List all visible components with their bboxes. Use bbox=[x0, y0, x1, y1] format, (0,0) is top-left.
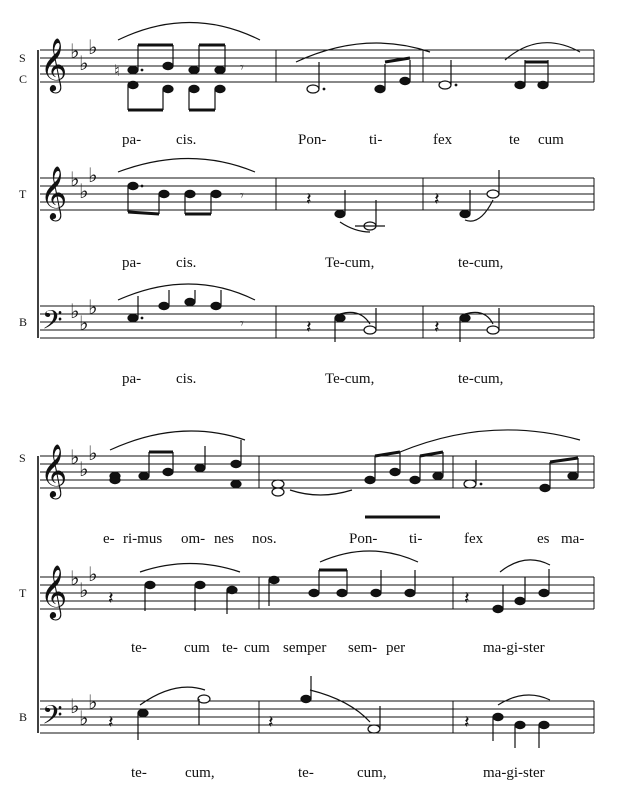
staff-s1-bass bbox=[40, 306, 594, 338]
lyric-syllable: te-cum, bbox=[458, 255, 504, 271]
bass-clef-icon: 𝄢 bbox=[42, 699, 63, 737]
svg-text:♭: ♭ bbox=[79, 578, 89, 602]
svg-text:♭: ♭ bbox=[79, 51, 89, 75]
lyric-syllable: nes bbox=[214, 531, 234, 547]
svg-text:𝄽: 𝄽 bbox=[464, 588, 470, 609]
svg-text:𝄽: 𝄽 bbox=[464, 712, 470, 733]
svg-text:𝄽: 𝄽 bbox=[268, 712, 274, 733]
svg-text:♭: ♭ bbox=[79, 706, 89, 730]
lyric-syllable: Pon- bbox=[349, 531, 378, 547]
voice-label-tenor: T bbox=[19, 187, 27, 201]
lyric-syllable: pa- bbox=[122, 255, 142, 271]
svg-text:♭: ♭ bbox=[70, 566, 80, 590]
lyric-syllable: ri-mus bbox=[123, 531, 163, 547]
lyric-syllable: cum bbox=[538, 132, 564, 148]
svg-text:♭: ♭ bbox=[88, 163, 98, 187]
voice-label-soprano: S bbox=[19, 51, 26, 65]
svg-text:♭: ♭ bbox=[79, 311, 89, 335]
lyric-syllable: te bbox=[509, 132, 520, 148]
lyric-syllable: ma-gi-ster bbox=[483, 765, 545, 781]
voice-label-contralto: C bbox=[19, 72, 28, 86]
svg-text:𝄾: 𝄾 bbox=[240, 316, 244, 332]
lyric-syllable: ma-gi-ster bbox=[483, 640, 545, 656]
treble-clef-icon: 𝄞 bbox=[40, 443, 68, 497]
svg-text:𝄽: 𝄽 bbox=[306, 317, 312, 338]
staff-s1-tenor bbox=[40, 178, 594, 210]
svg-text:♭: ♭ bbox=[88, 690, 98, 714]
staff-s2-soprano bbox=[40, 456, 594, 488]
lyric-syllable: Te-cum, bbox=[325, 255, 375, 271]
svg-text:♭: ♭ bbox=[70, 694, 80, 718]
lyric-syllable: cum, bbox=[357, 765, 387, 781]
svg-text:♭: ♭ bbox=[79, 457, 89, 481]
lyric-syllable: per bbox=[386, 640, 406, 656]
lyric-syllable: pa- bbox=[122, 371, 142, 387]
lyric-syllable: pa- bbox=[122, 132, 142, 148]
bass-clef-icon: 𝄢 bbox=[42, 304, 63, 342]
svg-text:♭: ♭ bbox=[70, 445, 80, 469]
voice-label-bass: B bbox=[19, 710, 28, 724]
lyric-syllable: om- bbox=[181, 531, 206, 547]
lyric-syllable: ma- bbox=[561, 531, 585, 547]
lyric-syllable: fex bbox=[433, 132, 453, 148]
lyric-syllable: ti- bbox=[409, 531, 423, 547]
lyric-syllable: cum bbox=[244, 640, 270, 656]
svg-text:𝄾: 𝄾 bbox=[240, 60, 244, 76]
lyric-syllable: te- bbox=[222, 640, 238, 656]
lyric-syllable: te- bbox=[298, 765, 314, 781]
svg-text:𝄾: 𝄾 bbox=[240, 188, 244, 204]
lyric-syllable: cis. bbox=[176, 255, 197, 271]
treble-clef-icon: 𝄞 bbox=[40, 165, 68, 219]
lyric-syllable: e- bbox=[103, 531, 115, 547]
voice-label-soprano: S bbox=[19, 451, 26, 465]
lyric-syllable: cis. bbox=[176, 132, 197, 148]
lyric-syllable: Pon- bbox=[298, 132, 327, 148]
svg-text:𝄽: 𝄽 bbox=[306, 189, 312, 210]
svg-text:𝄽: 𝄽 bbox=[434, 317, 440, 338]
lyric-syllable: te-cum, bbox=[458, 371, 504, 387]
svg-text:♭: ♭ bbox=[70, 39, 80, 63]
svg-text:𝄽: 𝄽 bbox=[434, 189, 440, 210]
voice-label-bass: B bbox=[19, 315, 28, 329]
svg-text:♭: ♭ bbox=[79, 179, 89, 203]
voice-label-tenor: T bbox=[19, 586, 27, 600]
lyric-syllable: nos. bbox=[252, 531, 277, 547]
lyric-syllable: te- bbox=[131, 640, 147, 656]
svg-text:♭: ♭ bbox=[88, 441, 98, 465]
svg-text:𝄽: 𝄽 bbox=[108, 588, 114, 609]
lyric-syllable: ti- bbox=[369, 132, 383, 148]
svg-text:♮: ♮ bbox=[114, 61, 120, 80]
lyric-syllable: semper bbox=[283, 640, 327, 656]
svg-text:♭: ♭ bbox=[88, 35, 98, 59]
svg-text:♭: ♭ bbox=[88, 562, 98, 586]
treble-clef-icon: 𝄞 bbox=[40, 564, 68, 618]
lyric-syllable: cum bbox=[184, 640, 210, 656]
key-signature-flats bbox=[70, 35, 97, 730]
treble-clef-icon: 𝄞 bbox=[40, 37, 68, 91]
staff-s2-bass bbox=[40, 701, 594, 733]
lyric-syllable: sem- bbox=[348, 640, 378, 656]
svg-text:♭: ♭ bbox=[88, 295, 98, 319]
lyric-syllable: es bbox=[537, 531, 550, 547]
lyric-syllable: te- bbox=[131, 765, 147, 781]
lyric-syllable: cum, bbox=[185, 765, 215, 781]
svg-text:♭: ♭ bbox=[70, 299, 80, 323]
lyric-syllable: fex bbox=[464, 531, 484, 547]
svg-text:𝄽: 𝄽 bbox=[108, 712, 114, 733]
svg-text:♭: ♭ bbox=[70, 167, 80, 191]
lyric-syllable: Te-cum, bbox=[325, 371, 375, 387]
lyric-syllable: cis. bbox=[176, 371, 197, 387]
